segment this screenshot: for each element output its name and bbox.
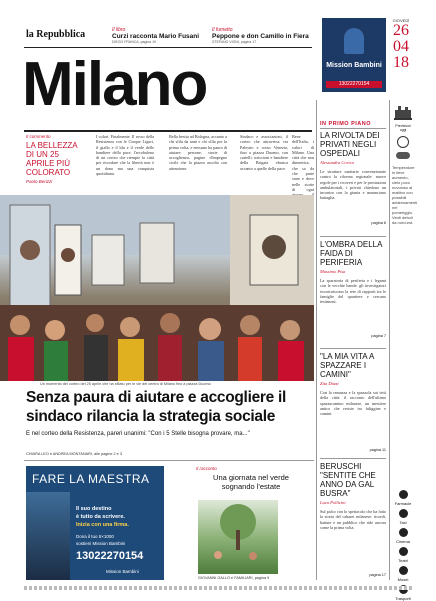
main-headline[interactable]: Senza paura di aiutare e accogliere il sindaco rilancia la strategia sociale: [26, 389, 286, 425]
teaser-comic[interactable]: [212, 27, 312, 44]
main-subhead: E nel corteo della Resistenza, pareri unanimi: "Con i 5 Stelle bisogna provare, ma...": [26, 431, 250, 437]
story-photo: [198, 500, 278, 574]
pharmacy-icon[interactable]: [399, 490, 408, 499]
teaser-byline: STEFANO VIGNI, pagina 17: [212, 40, 257, 44]
city-icon: [394, 104, 412, 120]
date-year: 18: [393, 54, 409, 71]
comment-author: Paolo Berizzi: [26, 179, 53, 184]
main-photo: [0, 195, 314, 381]
masthead: Milano: [22, 50, 207, 119]
intro-col-3: Sindaco e associazioni, il corteo che attraversa via Palestro e corso Venezia, fino a piazza Duomo, con cartelli, striscioni e bandiere della Brigata ebraica accanto a quelle della pace.: [240, 134, 288, 171]
item-page: pagina 11: [369, 448, 386, 452]
item-headline: "LA MIA VITA A SPAZZARE I CAMINI": [320, 352, 374, 379]
right-item-3[interactable]: [320, 352, 386, 452]
sidebar: [392, 104, 418, 365]
teaser-title: Curzi racconta Mario Fusani: [112, 33, 200, 40]
teaser-book[interactable]: [112, 27, 208, 44]
taxi-icon[interactable]: [399, 509, 408, 518]
ad-phone: 13022270154: [76, 550, 144, 562]
ad-org: Mission Bambini: [106, 569, 139, 574]
footer-line: [24, 586, 414, 590]
service-label: Taxi: [399, 520, 407, 525]
item-page: pagina 6: [371, 221, 386, 225]
brand-logo: la Repubblica: [26, 29, 86, 40]
primo-piano-label: IN PRIMO PIANO: [320, 121, 372, 127]
right-rule: [320, 236, 386, 237]
sidebar-divider: [389, 100, 390, 580]
comment-headline: LA BELLEZZA DI UN 25 APRILE PIÙ COLORATO: [26, 141, 78, 177]
item-headline: LA RIVOLTA DEI PRIVATI NEGLI OSPEDALI: [320, 131, 380, 158]
comment-kicker: Il commento: [26, 134, 51, 139]
item-text: La sparatoria di periferia e i legami con le vecchie bande: gli investigatori ricostruiscono la rete di rapporti tra le famiglie del quartiere e cercano testimoni.: [320, 278, 386, 305]
service-label: Musei: [397, 577, 409, 582]
crowd-illustration: [0, 195, 314, 381]
service-label: Farmacie: [394, 501, 412, 506]
item-text: Con la ramazza e la spazzola sui tetti della città: il racconto dell'ultimo spazzacamino milanese, un mestiere antico che resiste tra fuliggine e camini.: [320, 390, 386, 417]
service-label: Cinema: [396, 539, 410, 544]
ad-line3: Inizia con una firma.: [76, 522, 129, 528]
story-byline: GIOVANNI GALLO e FAMILIARI, pagina 9: [198, 576, 270, 580]
date-block: [388, 18, 414, 92]
ad-line2: è tutto da scrivere.: [76, 514, 125, 520]
story-verde[interactable]: [196, 466, 306, 491]
ad-figure: [344, 28, 364, 54]
photo-caption: Un momento del corteo del 25 aprile che ha sfilato per le vie del centro di Milano fino a piazza Duomo: [40, 382, 211, 386]
story-kicker: Il racconto: [196, 466, 217, 471]
comment-block[interactable]: [26, 134, 84, 184]
teaser-kicker: Il libro: [112, 27, 126, 33]
item-author: Massimo Pisa: [320, 269, 346, 274]
teaser-title: Peppone e don Camillo in Fiera: [212, 33, 309, 40]
header-rule: [24, 47, 312, 48]
right-item-1[interactable]: [320, 131, 386, 225]
item-text: Sul palco con lo spettacolo che ha fatto la storia del cabaret milanese: ricordi, battute e un pubblico che ride ancora come la prima volta.: [320, 509, 386, 530]
services-list: [392, 488, 414, 601]
ad-line4: Dona il tuo 5×1000: [76, 534, 114, 539]
weather-label: Previsioni oggi: [395, 124, 411, 132]
cloud-icon: [396, 152, 410, 159]
ad-title: FARE LA MAESTRA: [32, 472, 150, 486]
date-day: 26: [393, 22, 409, 39]
right-rule: [320, 458, 386, 459]
ad-line1: Il suo destino: [76, 506, 112, 512]
park-illustration: [198, 500, 278, 574]
right-rule: [320, 348, 386, 349]
item-headline: BERUSCHI "SENTITE CHE ANNO DA GAL BUSRA": [320, 462, 376, 498]
ad-line5: sostieni Mission Bambini: [76, 541, 126, 546]
vertical-divider: [316, 100, 317, 580]
item-page: pagina 7: [371, 334, 386, 338]
item-author: Alessandra Corica: [320, 160, 354, 165]
service-label: Teatri: [398, 558, 408, 563]
bottom-rule: [24, 460, 314, 461]
ad-fare-la-maestra[interactable]: [26, 466, 164, 580]
intro-col-4: Bene dell'Italia, i valori di Milano. Una città che non dimentica, che sa da che parte stare e dove nelle storie di ogni: [292, 134, 314, 192]
section-rule: [24, 130, 312, 132]
service-label: Trasporti: [395, 596, 411, 601]
item-text: Le strutture sanitarie convenzionate contro la riforma regionale: nuove regole per i ricoveri e per le prestazioni ambulatoriali, i privati chiedono un incontro con la giunta e annunciano battaglia.: [320, 169, 386, 201]
item-headline: L'OMBRA DELLA FAIDA DI PERIFERIA: [320, 240, 382, 267]
teaser-byline: DIEGO FRANCA, pagina 19: [112, 40, 156, 44]
ad-mission-bambini[interactable]: [322, 18, 386, 92]
main-byline: CHIARA LEO e ANDREA MONTANARI, alle pagine 2 e 3: [26, 452, 122, 456]
teaser-kicker: Il fumetto: [212, 27, 233, 33]
item-page: pagina 17: [369, 573, 386, 577]
right-item-2[interactable]: [320, 240, 386, 338]
ad-title: Mission Bambini: [326, 62, 382, 69]
sidebar-text: Temperature in lieve aumento, cielo poco nuvoloso al mattino con possibili addensamenti nel pomeriggio. Venti deboli da nord-est.: [392, 165, 418, 225]
right-rule: [320, 128, 386, 129]
item-author: Luca Pollicini: [320, 500, 346, 505]
intro-col-1: I colori. Finalmente. Il rosso della Resistenza con le Cinque Liguri, il giallo e il blu e il verde delle bandiere della pace, l'arcobaleno di un corteo che riempie la città per ricordare che la libertà non è un dono ma una conquista quotidiana.: [96, 134, 154, 177]
theatre-icon[interactable]: [399, 547, 408, 556]
cinema-icon[interactable]: [399, 528, 408, 537]
intro-col-2: Bella bestia ad Bologna, accanto a chi sfila da anni e chi sfila per la prima volta, e nessuno ha paura di aiutare: persone, storie di accoglienza, pagine d'impegno civile che la piazza ascolta con attenzione.: [169, 134, 227, 171]
date-weekday: GIOVEDÌ: [392, 18, 410, 23]
museum-icon[interactable]: [399, 566, 408, 575]
right-item-4[interactable]: [320, 462, 386, 577]
ad-photo: [26, 492, 70, 580]
date-month: 04: [393, 38, 409, 55]
ad-phone: 13022270154: [326, 81, 382, 88]
item-author: Zita Dazzi: [320, 381, 339, 386]
story-headline: Una giornata nel verde sognando l'estate: [213, 473, 289, 491]
sun-icon: [397, 136, 409, 148]
